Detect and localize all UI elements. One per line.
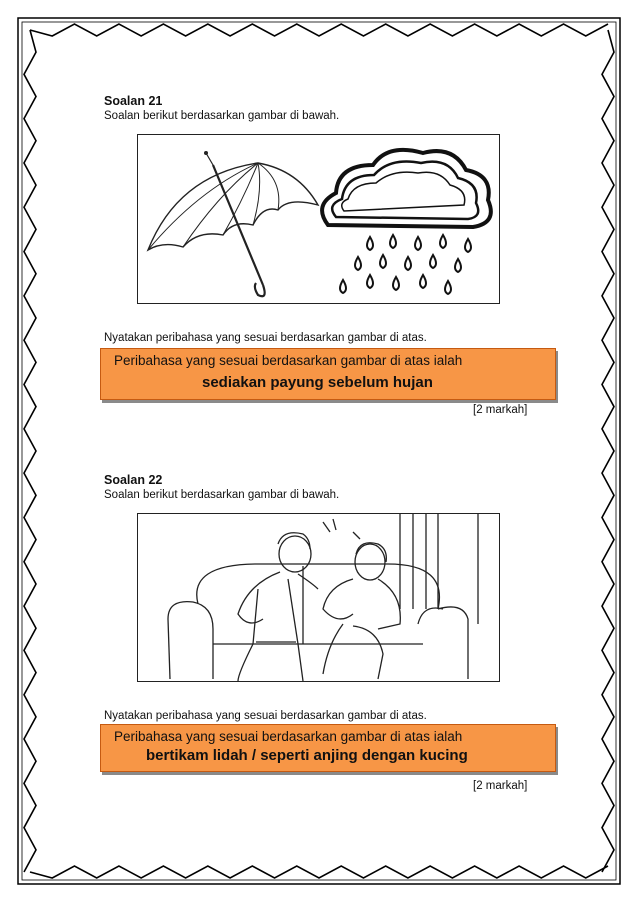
answer-intro-text: Peribahasa yang sesuai berdasarkan gambar di atas ialah: [114, 353, 463, 368]
question-21-answer-box: [100, 348, 556, 400]
question-21-prompt: Nyatakan peribahasa yang sesuai berdasarkan gambar di atas.: [104, 332, 427, 344]
question-21-title: Soalan 21: [104, 94, 163, 108]
question-21-instruction: Soalan berikut berdasarkan gambar di bawah.: [104, 110, 340, 122]
question-22-prompt: Nyatakan peribahasa yang sesuai berdasarkan gambar di atas.: [104, 710, 427, 722]
answer-text: bertikam lidah / seperti anjing dengan kucing: [146, 747, 468, 764]
arguing-couple-illustration: [137, 513, 500, 682]
question-22-marks: [2 markah]: [473, 780, 528, 792]
question-22-title: Soalan 22: [104, 473, 163, 487]
answer-text: sediakan payung sebelum hujan: [202, 374, 433, 391]
cloud-icon: [322, 150, 491, 227]
answer-intro-text: Peribahasa yang sesuai berdasarkan gambar di atas ialah: [114, 729, 463, 744]
question-21-marks: [2 markah]: [473, 404, 528, 416]
umbrella-rain-illustration: [137, 134, 500, 304]
question-22-instruction: Soalan berikut berdasarkan gambar di bawah.: [104, 489, 340, 501]
question-22-answer-box: [100, 724, 556, 772]
raindrops-icon: [340, 235, 471, 294]
umbrella-icon: [138, 135, 499, 303]
couple-on-sofa-icon: [138, 514, 499, 681]
